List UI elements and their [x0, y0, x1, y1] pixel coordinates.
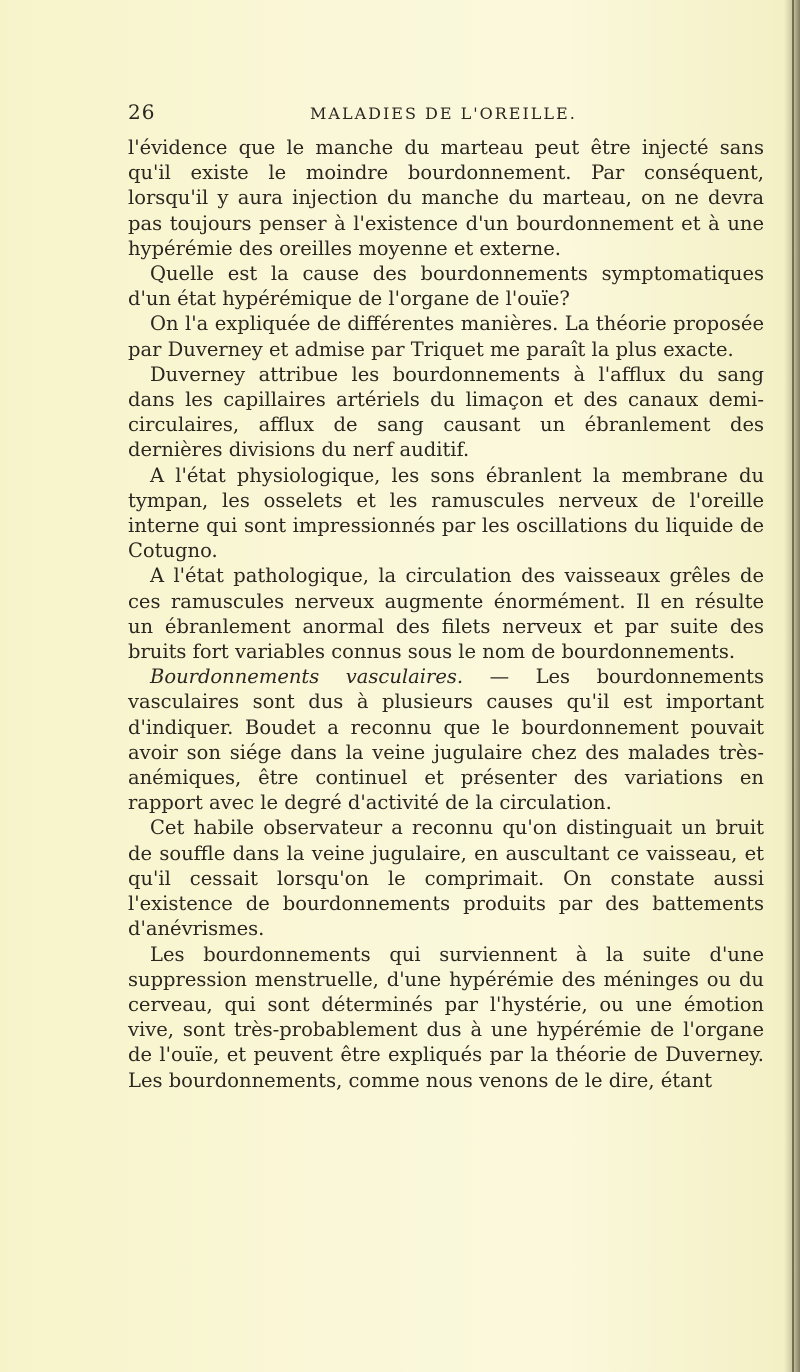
paragraph-7 — [128, 664, 764, 815]
paragraph-4: Duverney attribue les bourdonnements à l'afflux du sang dans les capillaires artériels du limaçon et des canaux demi-circulaires, afflux de sang causant un ébranlement des dernières divisions du nerf auditif. — [128, 362, 764, 462]
section-heading-italic: Bourdonnements vasculaires. — [150, 665, 464, 689]
paragraph-1: l'évidence que le manche du marteau peut être injecté sans qu'il existe le moindre bourdonnement. Par conséquent, lorsqu'il y aura injection du manche du marteau, on ne devra pas toujours penser à l'existence d'un bourdonnement et à une hypérémie des oreilles moyenne et externe. — [128, 136, 764, 260]
page-number: 26 — [128, 100, 156, 124]
body-text — [128, 135, 764, 1093]
paragraph-8: Cet habile observateur a reconnu qu'on distinguait un bruit de souffle dans la veine jugulaire, en auscultant ce vaisseau, et qu'il cessait lorsqu'on le comprimait. On constate aussi l'existence de bourdonnements produits par des battements d'anévrismes. — [128, 816, 764, 941]
paragraph-6: A l'état pathologique, la circulation des vaisseaux grêles de ces ramuscules nerveux augmente énormément. Il en résulte un ébranlement anormal des filets nerveux et par suite des bruits fort variables connus sous le nom de bourdonnements. — [128, 564, 764, 664]
page-edge-line — [792, 0, 794, 1372]
page-header — [128, 100, 778, 130]
paragraph-5: A l'état physiologique, les sons ébranlent la membrane du tympan, les osselets et les ramuscules nerveux de l'oreille interne qui sont impressionnés par les oscillations du liquide de Cotugno. — [128, 463, 764, 563]
paragraph-9: Les bourdonnements qui surviennent à la suite d'une suppression menstruelle, d'une hypérémie des méninges ou du cerveau, qui sont déterminés par l'hystérie, ou une émotion vive, sont très-probablement dus à une hypérémie de l'organe de l'ouïe, et peuvent être expliqués par la théorie de Duverney. Les bourdonnements, comme nous venons de le dire, étant — [128, 942, 764, 1092]
paragraph-3: On l'a expliquée de différentes manières. La théorie proposée par Duverney et admise par Triquet me paraît la plus exacte. — [128, 312, 764, 361]
running-title: MALADIES DE L'OREILLE. — [310, 104, 577, 123]
paragraph-7-text: — Les bourdonnements vasculaires sont dus à plusieurs causes qu'il est important d'indiquer. Boudet a reconnu que le bourdonnement pouvait avoir son siége dans la veine jugulaire chez des malades très-anémiques, être continuel et présenter des variations en rapport avec le degré d'activité de la circulation. — [128, 665, 764, 815]
paragraph-2: Quelle est la cause des bourdonnements symptomatiques d'un état hypérémique de l'organe de l'ouïe? — [128, 262, 764, 311]
